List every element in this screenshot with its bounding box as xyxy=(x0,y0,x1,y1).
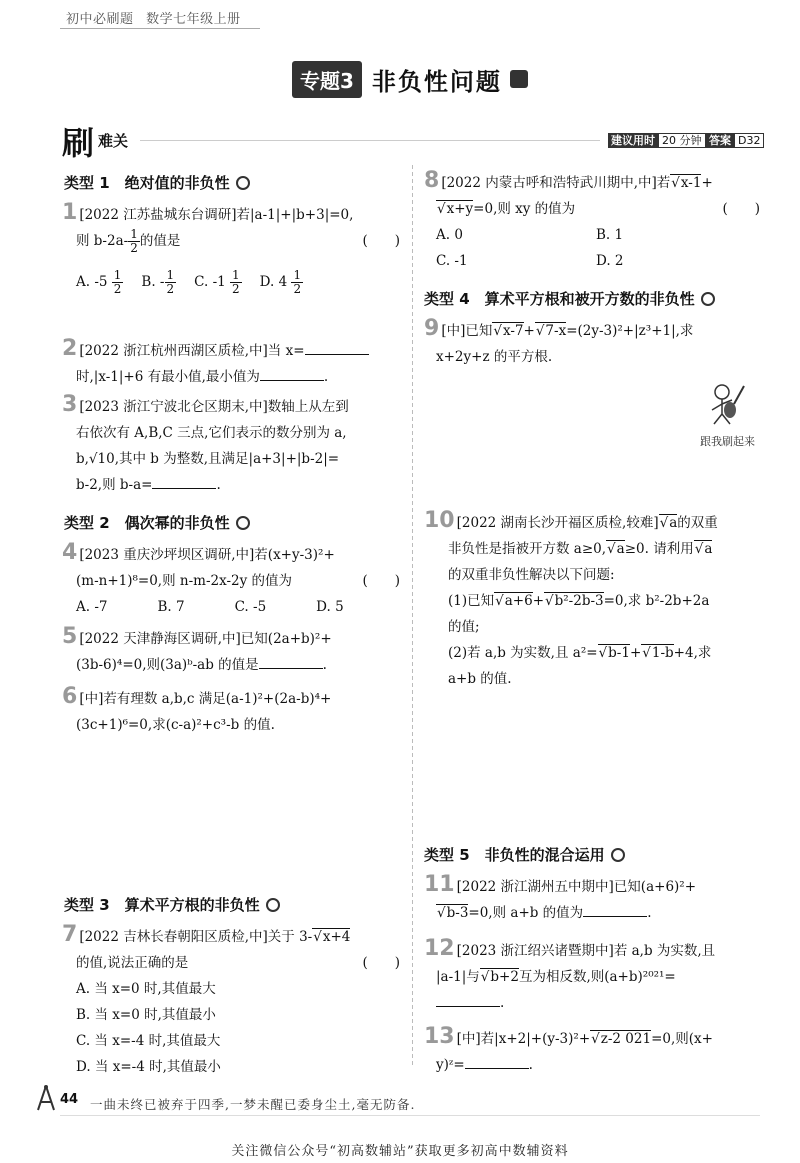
column-divider xyxy=(412,165,413,1065)
q2-blank-1[interactable] xyxy=(305,340,369,355)
q8-source: [2022 内蒙古呼和浩特武川期中,中] xyxy=(441,175,657,191)
q5-text: 已知(2a+b)²+ xyxy=(240,631,332,647)
header-underline xyxy=(60,28,260,29)
compass-icon xyxy=(34,1084,58,1116)
q4-option-b: B. 7 xyxy=(157,599,185,615)
q1-answer-paren: ( ) xyxy=(362,233,400,249)
q12-number: 12 xyxy=(424,936,455,961)
q8-option-b: B. 1 xyxy=(596,227,624,243)
topic-title: 非负性问题 xyxy=(371,67,502,96)
q8-option-c: C. -1 xyxy=(436,253,468,269)
footer-rule xyxy=(60,1115,760,1116)
q7-source: [2022 吉林长春朝阳区质检,中] xyxy=(79,929,268,945)
q9-number: 9 xyxy=(424,316,440,341)
q3-text: 数轴上从左到 xyxy=(267,399,349,415)
type-3-label: 类型 3 算术平方根的非负性 xyxy=(64,896,260,914)
guitar-character-icon xyxy=(700,382,750,430)
q4-option-a: A. -7 xyxy=(76,599,108,615)
q4-source: [2023 重庆沙坪坝区调研,中] xyxy=(79,547,255,563)
q2-number: 2 xyxy=(62,336,78,361)
q13-blank[interactable] xyxy=(465,1054,529,1069)
q12-source: [2023 浙江绍兴诸暨期中] xyxy=(456,943,614,959)
time-label: 建议用时 xyxy=(608,133,658,148)
q8-answer-paren: ( ) xyxy=(722,201,760,217)
answer-page: D32 xyxy=(734,133,764,148)
q7-option-d: D. 当 x=-4 时,其值最小 xyxy=(76,1059,221,1075)
question-4 xyxy=(62,540,400,620)
q6-text: 若有理数 a,b,c 满足(a-1)²+(2a-b)⁴+ xyxy=(103,691,332,707)
q3-text2: 右依次有 A,B,C 三点,它们表示的数分别为 a, xyxy=(76,425,347,441)
q8-radical-1: √ x-1 xyxy=(670,174,701,191)
q3-text3: b,√10,其中 b 为整数,且满足|a+3|+|b-2|= xyxy=(76,451,340,467)
q2-text: 当 x= xyxy=(267,343,305,359)
q10-source: [2022 湖南长沙开福区质检,较难] xyxy=(456,515,659,531)
q5-source: [2022 天津静海区调研,中] xyxy=(79,631,241,647)
q6-number: 6 xyxy=(62,684,78,709)
puzzle-icon xyxy=(510,70,528,88)
book-header xyxy=(66,8,249,27)
q10-text2: 的双重非负性解决以下问题: xyxy=(448,567,615,583)
promo-note: 关注微信公众号“初高数辅站”获取更多初高中数辅资料 xyxy=(231,1144,569,1159)
q1-text2: 则 b-2a- xyxy=(76,233,129,249)
type-2-label: 类型 2 偶次幂的非负性 xyxy=(64,514,230,532)
q1-number: 1 xyxy=(62,200,78,225)
q1-options xyxy=(62,269,400,296)
question-2: 2 [2022 浙江杭州西湖区质检,中]当 x= 时,|x-1|+6 有最小值,最小值为 . xyxy=(62,336,400,390)
q1-text: 若|a-1|+|b+3|=0, xyxy=(236,207,354,223)
target-icon xyxy=(701,292,715,306)
target-icon xyxy=(611,848,625,862)
answer-ref xyxy=(706,132,764,148)
q1-option-c: C. -1 $\frac{1}{2}$ xyxy=(194,268,240,296)
q8-radical-2: √ x+y xyxy=(436,200,473,217)
q9-text: =(2y-3)²+|z³+1|,求 xyxy=(566,323,694,339)
q7-text2: 的值,说法正确的是 xyxy=(76,955,189,971)
q4-option-d: D. 5 xyxy=(316,599,344,615)
question-13: 13 [中]若|x+2|+(y-3)²+√ z-2 021=0,则(x+ y)ᶻ= . xyxy=(424,1024,760,1078)
q7-radical: √ x+4 xyxy=(312,928,350,945)
answer-label: 答案 xyxy=(706,133,734,148)
q3-number: 3 xyxy=(62,392,78,417)
type-5-label: 类型 5 非负性的混合运用 xyxy=(424,846,605,864)
q7-number: 7 xyxy=(62,922,78,947)
q6-text2: (3c+1)⁶=0,求(c-a)²+c³-b 的值. xyxy=(76,717,275,733)
time-value: 20 分钟 xyxy=(658,133,706,148)
q9-radical-1: √ x-7 xyxy=(492,322,523,339)
q7-answer-paren: ( ) xyxy=(362,955,400,971)
q7-option-b: B. 当 x=0 时,其值最小 xyxy=(76,1007,216,1023)
q6-source: [中] xyxy=(79,691,104,707)
q13-text: 若|x+2|+(y-3)²+ xyxy=(480,1031,591,1047)
section-rule xyxy=(140,140,600,141)
question-3: 3 [2023 浙江宁波北仑区期末,中]数轴上从左到 右依次有 A,B,C 三点,它们表示的数分别为 a, b,√10,其中 b 为整数,且满足|a+3|+|b-2|= b-2,则 b-a= . xyxy=(62,392,400,498)
q10-part-2: (2)若 a,b 为实数,且 a²=√ b-1+√ 1-b+4,求 xyxy=(424,640,760,666)
q1-option-d: D. 4 $\frac{1}{2}$ xyxy=(259,268,302,296)
q8-options xyxy=(424,222,760,274)
type-4-label: 类型 4 算术平方根和被开方数的非负性 xyxy=(424,290,695,308)
q2-source: [2022 浙江杭州西湖区质检,中] xyxy=(79,343,268,359)
q10-text: 非负性是指被开方数 a≥0, xyxy=(448,541,607,557)
q12-blank[interactable] xyxy=(436,992,500,1007)
q1-option-a: A. -5 $\frac{1}{2}$ xyxy=(76,268,122,296)
q4-options xyxy=(62,594,400,620)
q7-text: 关于 3- xyxy=(267,929,313,945)
topic-title-bar xyxy=(292,62,528,96)
target-icon xyxy=(236,516,250,530)
question-6 xyxy=(62,684,400,738)
q4-text: 若(x+y-3)²+ xyxy=(254,547,335,563)
q9-text2: x+2y+z 的平方根. xyxy=(436,349,553,365)
q2-text2: 时,|x-1|+6 有最小值,最小值为 xyxy=(76,369,260,385)
type-5-heading xyxy=(424,844,625,865)
type-1-label: 类型 1 绝对值的非负性 xyxy=(64,174,230,192)
q1-source: [2022 江苏盐城东台调研] xyxy=(79,207,237,223)
q10-part-2-end: a+b 的值. xyxy=(448,671,512,687)
question-9: 9 [中]已知√ x-7+√ 7-x=(2y-3)²+|z³+1|,求 x+2y+z 的平方根. xyxy=(424,316,760,370)
book-title: 初中必刷题 xyxy=(66,12,134,27)
type-2-heading xyxy=(64,512,250,533)
question-1 xyxy=(62,200,400,296)
doodle-illustration xyxy=(700,382,755,449)
type-1-heading xyxy=(64,172,250,193)
q11-blank[interactable] xyxy=(583,902,647,917)
q9-source: [中] xyxy=(441,323,466,339)
doodle-caption: 跟我刷起来 xyxy=(700,435,755,448)
q5-number: 5 xyxy=(62,624,78,649)
topic-badge: 专题3 xyxy=(292,61,362,98)
q8-number: 8 xyxy=(424,168,440,193)
q13-number: 13 xyxy=(424,1024,455,1049)
q5-blank[interactable] xyxy=(259,654,323,669)
q10-number: 10 xyxy=(424,508,455,533)
q10-part-1-end: 的值; xyxy=(448,619,480,635)
target-icon xyxy=(266,898,280,912)
q11-source: [2022 浙江湖州五中期中] xyxy=(456,879,614,895)
q10-part-1: (1)已知√ a+6+√ b²-2b-3=0,求 b²-2b+2a xyxy=(424,588,760,614)
suggested-time xyxy=(608,132,706,148)
q12-text: 若 a,b 为实数,且 xyxy=(613,943,716,959)
footer-quote: 一曲未终已被弃于四季,一梦未醒已委身尘土,毫无防备. xyxy=(90,1097,416,1112)
level-label: 难关 xyxy=(98,132,129,150)
q11-text: 已知(a+6)²+ xyxy=(613,879,697,895)
type-3-heading xyxy=(64,894,280,915)
brush-mark: 刷 xyxy=(62,124,95,162)
type-4-heading xyxy=(424,288,715,309)
question-7 xyxy=(62,922,400,1080)
q1-text3: 的值是 xyxy=(139,233,181,249)
q11-number: 11 xyxy=(424,872,455,897)
q7-option-a: A. 当 x=0 时,其值最大 xyxy=(76,981,216,997)
q3-source: [2023 浙江宁波北仑区期末,中] xyxy=(79,399,268,415)
q8-text: =0,则 xy 的值为 xyxy=(473,201,576,217)
q2-blank-2[interactable] xyxy=(260,366,324,381)
q13-source: [中] xyxy=(456,1031,481,1047)
q5-text2: (3b-6)⁴=0,则(3a)ᵇ-ab 的值是 xyxy=(76,657,259,673)
q8-option-d: D. 2 xyxy=(596,253,624,269)
q3-blank[interactable] xyxy=(152,474,216,489)
q9-radical-2: √ 7-x xyxy=(535,322,566,339)
q1-option-b: B. - $\frac{1}{2}$ xyxy=(141,268,175,296)
question-11: 11 [2022 浙江湖州五中期中]已知(a+6)²+ √ b-3=0,则 a+b 的值为 . xyxy=(424,872,760,926)
q7-option-c: C. 当 x=-4 时,其值最大 xyxy=(76,1033,221,1049)
q4-number: 4 xyxy=(62,540,78,565)
q8-option-a: A. 0 xyxy=(436,227,463,243)
question-12: 12 [2023 浙江绍兴诸暨期中]若 a,b 为实数,且 |a-1|与√ b+2互为相反数,则(a+b)²⁰²¹= . xyxy=(424,936,760,1016)
q3-text4: b-2,则 b-a= xyxy=(76,477,153,493)
question-8: 8 [2022 内蒙古呼和浩特武川期中,中]若√ x-1+ √ x+y=0,则 xy 的值为 ( ) A. 0 B. 1 C. -1 D. 2 xyxy=(424,168,760,274)
q4-answer-paren: ( ) xyxy=(362,573,400,589)
question-10: 10 [2022 湖南长沙开福区质检,较难]√ a的双重 非负性是指被开方数 a≥0,√ a≥0. 请利用√ a 的双重非负性解决以下问题: (1)已知√ a+6+√ b²-2b-3=0,求 b²-2b+2a 的值; (2)若 a,b 为实数,且 a²=√ b-1+√ 1-b+4,求 a+b 的值. xyxy=(424,508,760,692)
q1-fraction: $\frac{1}{2}$ xyxy=(130,227,138,255)
question-5: 5 [2022 天津静海区调研,中]已知(2a+b)²+ (3b-6)⁴=0,则(3a)ᵇ-ab 的值是 . xyxy=(62,624,332,673)
subject-title: 数学七年级上册 xyxy=(146,12,241,27)
page-number: 44 xyxy=(60,1092,79,1107)
q4-text2: (m-n+1)⁸=0,则 n-m-2x-2y 的值为 xyxy=(76,573,293,589)
q4-option-c: C. -5 xyxy=(234,599,267,615)
target-icon xyxy=(236,176,250,190)
